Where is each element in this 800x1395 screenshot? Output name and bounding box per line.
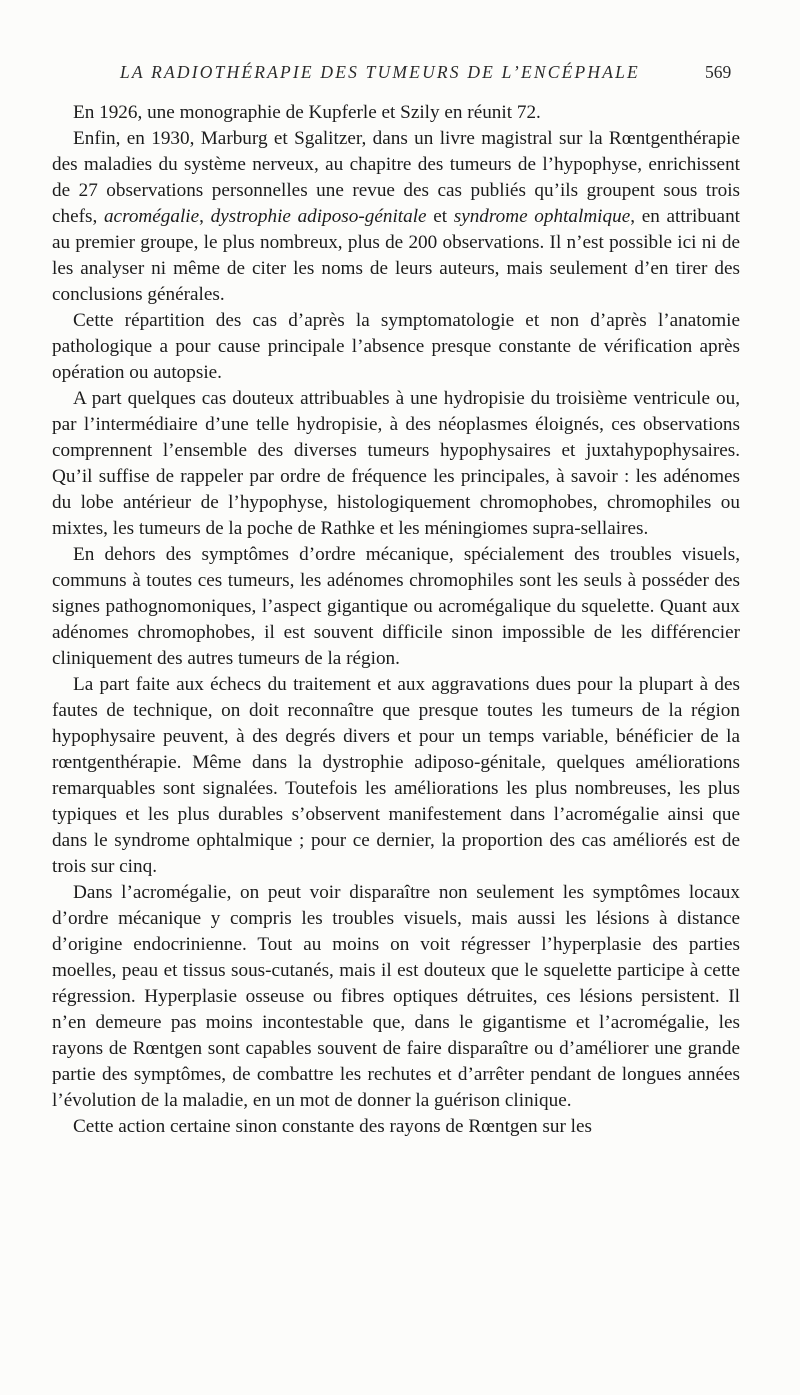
paragraph-1: En 1926, une monographie de Kupferle et Szily en réunit 72. [73, 102, 541, 123]
paragraph-4: A part quelques cas douteux attribuables à une hydropisie du troisième ventricule ou, par l’intermédiaire d’une telle hydropisie, à des néoplasmes éloignés, ces observations comprennent l’ensemble des diverses tumeurs hypophysaires et juxtahypophysaires. Qu’il suffise de rappeler par ordre de fréquence les principales, à savoir : les adénomes du lobe antérieur de l’hypophyse, histologiquement chromophobes, chromophiles ou mixtes, les tumeurs de la poche de Rathke et les méningiomes supra-sellaires. [52, 388, 740, 539]
paragraph-7: Dans l’acromégalie, on peut voir disparaître non seulement les symptômes locaux d’ordre mécanique y compris les troubles visuels, mais aussi les lésions à distance d’origine endocrinienne. Tout au moins on voit régresser l’hyperplasie des parties moelles, peau et tissus sous-cutanés, mais il est douteux que le squelette participe à cette régression. Hyperplasie osseuse ou fibres optiques détruites, ces lésions persistent. Il n’en demeure pas moins incontestable que, dans le gigantisme et l’acromégalie, les rayons de Rœntgen sont capables souvent de faire disparaître ou d’améliorer une grande partie des symptômes, de combattre les rechutes et d’arrêter pendant de longues années l’évolution de la maladie, en un mot de donner la guérison clinique. [52, 882, 740, 1111]
separator: , [199, 206, 211, 227]
term-acromegalie: acromégalie [103, 206, 200, 227]
paragraph-8: Cette action certaine sinon constante des rayons de Rœntgen sur les [73, 1116, 592, 1137]
running-title: LA RADIOTHÉRAPIE DES TUMEURS DE L’ENCÉPHALE [120, 62, 640, 82]
separator: et [426, 206, 454, 227]
paragraph-3: Cette répartition des cas d’après la symptomatologie et non d’après l’anatomie pathologique a pour cause principale l’absence presque constante de vérification après opération ou autopsie. [52, 310, 740, 383]
term-syndrome-ophtalmique: syndrome ophtalmique [453, 206, 631, 227]
paragraph-5: En dehors des symptômes d’ordre mécanique, spécialement des troubles visuels, communs à toutes ces tumeurs, les adénomes chromophiles sont les seuls à posséder des signes pathognomoniques, l’aspect gigantique ou acromégalique du squelette. Quant aux adénomes chromophobes, il est souvent difficile sinon impossible de les différencier cliniquement des autres tumeurs de la région. [52, 544, 740, 669]
paragraph-2-rest: , en attribuant au premier groupe, le plus nombreux, plus de 200 observations. Il n’est possible ici ni de les analyser ni même de citer les noms de leurs auteurs, mais seulement d’en tirer des conclusions générales. [52, 206, 741, 305]
paragraph-6: La part faite aux échecs du traitement et aux aggravations dues pour la plupart à des fautes de technique, on doit reconnaître que presque toutes les tumeurs de la région hypophysaire peuvent, à des degrés divers et pour un temps variable, bénéficier de la rœntgenthérapie. Même dans la dystrophie adiposo-génitale, quelques améliorations remarquables sont signalées. Toutefois les améliorations les plus nombreuses, les plus typiques et les plus durables s’observent manifestement dans l’acromégalie ainsi que dans le syndrome ophtalmique ; pour ce dernier, la proportion des cas améliorés est de trois sur cinq. [52, 674, 740, 877]
running-header [0, 62, 800, 92]
page-number: 569 [705, 62, 732, 82]
paragraph-2-intro: Enfin, en 1930, Marburg et Sgalitzer, dans un livre magistral sur la Rœntgenthérapie des maladies du système nerveux, au chapitre des tumeurs de l’hypophyse, enrichissent de 27 observations personnelles une revue des cas publiés qu’ils groupent sous trois chefs, [52, 128, 740, 227]
term-dystrophie: dystrophie adiposo-génitale [210, 206, 427, 227]
body-text [52, 100, 740, 1140]
paragraph-2 [52, 126, 740, 308]
